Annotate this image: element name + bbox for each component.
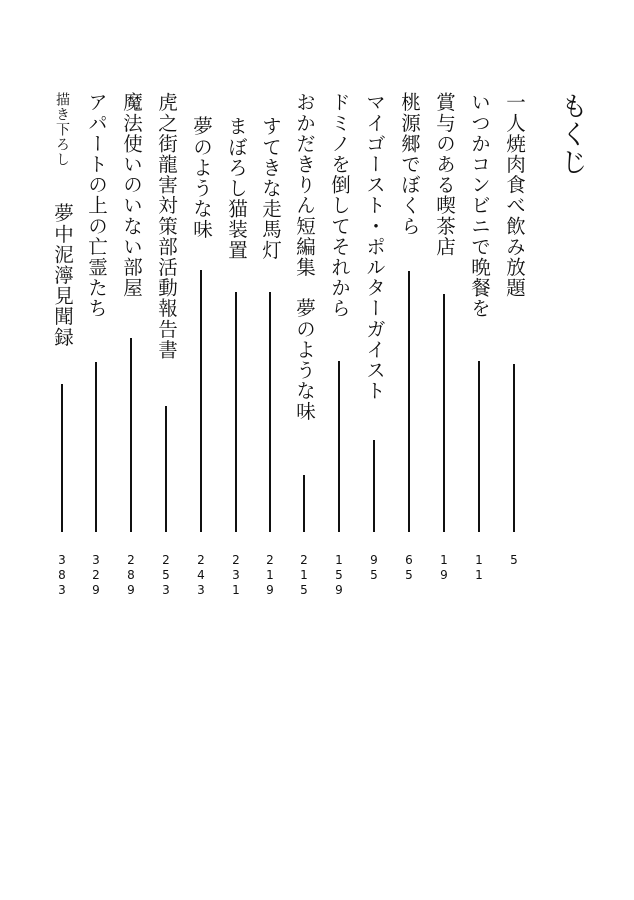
leader-line bbox=[373, 440, 375, 532]
page-number: 11 bbox=[472, 553, 486, 583]
toc-entry[interactable] bbox=[117, 0, 145, 900]
leader-line bbox=[130, 338, 132, 532]
leader-line bbox=[303, 475, 305, 532]
page-number: 383 bbox=[55, 553, 69, 598]
entry-title: マイゴースト・ポルターガイスト bbox=[363, 92, 386, 401]
toc-entry[interactable] bbox=[500, 0, 528, 900]
page-number: 219 bbox=[263, 553, 277, 598]
leader-line bbox=[478, 361, 480, 532]
toc-entry[interactable] bbox=[222, 0, 250, 900]
toc-entry[interactable] bbox=[48, 0, 76, 900]
page-title: もくじ bbox=[556, 92, 587, 176]
leader-line bbox=[61, 384, 63, 532]
entry-title: 魔法使いのいない部屋 bbox=[120, 92, 143, 298]
entry-label: 描き下ろし bbox=[54, 92, 70, 167]
toc-entry[interactable] bbox=[290, 0, 318, 900]
entry-title: 夢中泥濘見聞録 bbox=[51, 203, 74, 348]
toc-entry[interactable] bbox=[360, 0, 388, 900]
toc-entry[interactable] bbox=[256, 0, 284, 900]
page-number: 231 bbox=[229, 553, 243, 598]
page-number: 253 bbox=[159, 553, 173, 598]
leader-line bbox=[95, 362, 97, 532]
leader-line bbox=[338, 361, 340, 532]
entry-title: 一人焼肉食べ飲み放題 bbox=[503, 92, 526, 298]
page-number: 5 bbox=[507, 553, 521, 568]
entry-title: 賞与のある喫茶店 bbox=[433, 92, 456, 257]
leader-line bbox=[408, 271, 410, 532]
toc-entry[interactable] bbox=[325, 0, 353, 900]
entry-title: ドミノを倒してそれから bbox=[328, 92, 351, 319]
toc-entry[interactable] bbox=[82, 0, 110, 900]
leader-line bbox=[235, 292, 237, 532]
entry-title: すてきな走馬灯 bbox=[259, 116, 282, 261]
leader-line bbox=[200, 270, 202, 532]
leader-line bbox=[269, 292, 271, 532]
toc-entry[interactable] bbox=[465, 0, 493, 900]
toc-entry[interactable] bbox=[395, 0, 423, 900]
entry-title: 虎之街龍害対策部活動報告書 bbox=[155, 92, 178, 360]
page-number: 65 bbox=[402, 553, 416, 583]
entry-title: アパートの上の亡霊たち bbox=[85, 92, 108, 319]
page-number: 19 bbox=[437, 553, 451, 583]
page-number: 159 bbox=[332, 553, 346, 598]
leader-line bbox=[513, 364, 515, 532]
entry-title: おかだきりん短編集 夢のような味 bbox=[293, 92, 316, 422]
entry-title: いつかコンビニで晩餐を bbox=[468, 92, 491, 319]
entry-title: 桃源郷でぼくら bbox=[398, 92, 421, 237]
entry-title: 夢のような味 bbox=[190, 116, 213, 240]
toc-entry[interactable] bbox=[152, 0, 180, 900]
page-number: 329 bbox=[89, 553, 103, 598]
page-number: 95 bbox=[367, 553, 381, 583]
toc-entry[interactable] bbox=[430, 0, 458, 900]
toc-entry[interactable] bbox=[187, 0, 215, 900]
page-number: 289 bbox=[124, 553, 138, 598]
leader-line bbox=[443, 294, 445, 532]
entry-title: まぼろし猫装置 bbox=[225, 116, 248, 261]
leader-line bbox=[165, 406, 167, 532]
page-number: 215 bbox=[297, 553, 311, 598]
page-number: 243 bbox=[194, 553, 208, 598]
